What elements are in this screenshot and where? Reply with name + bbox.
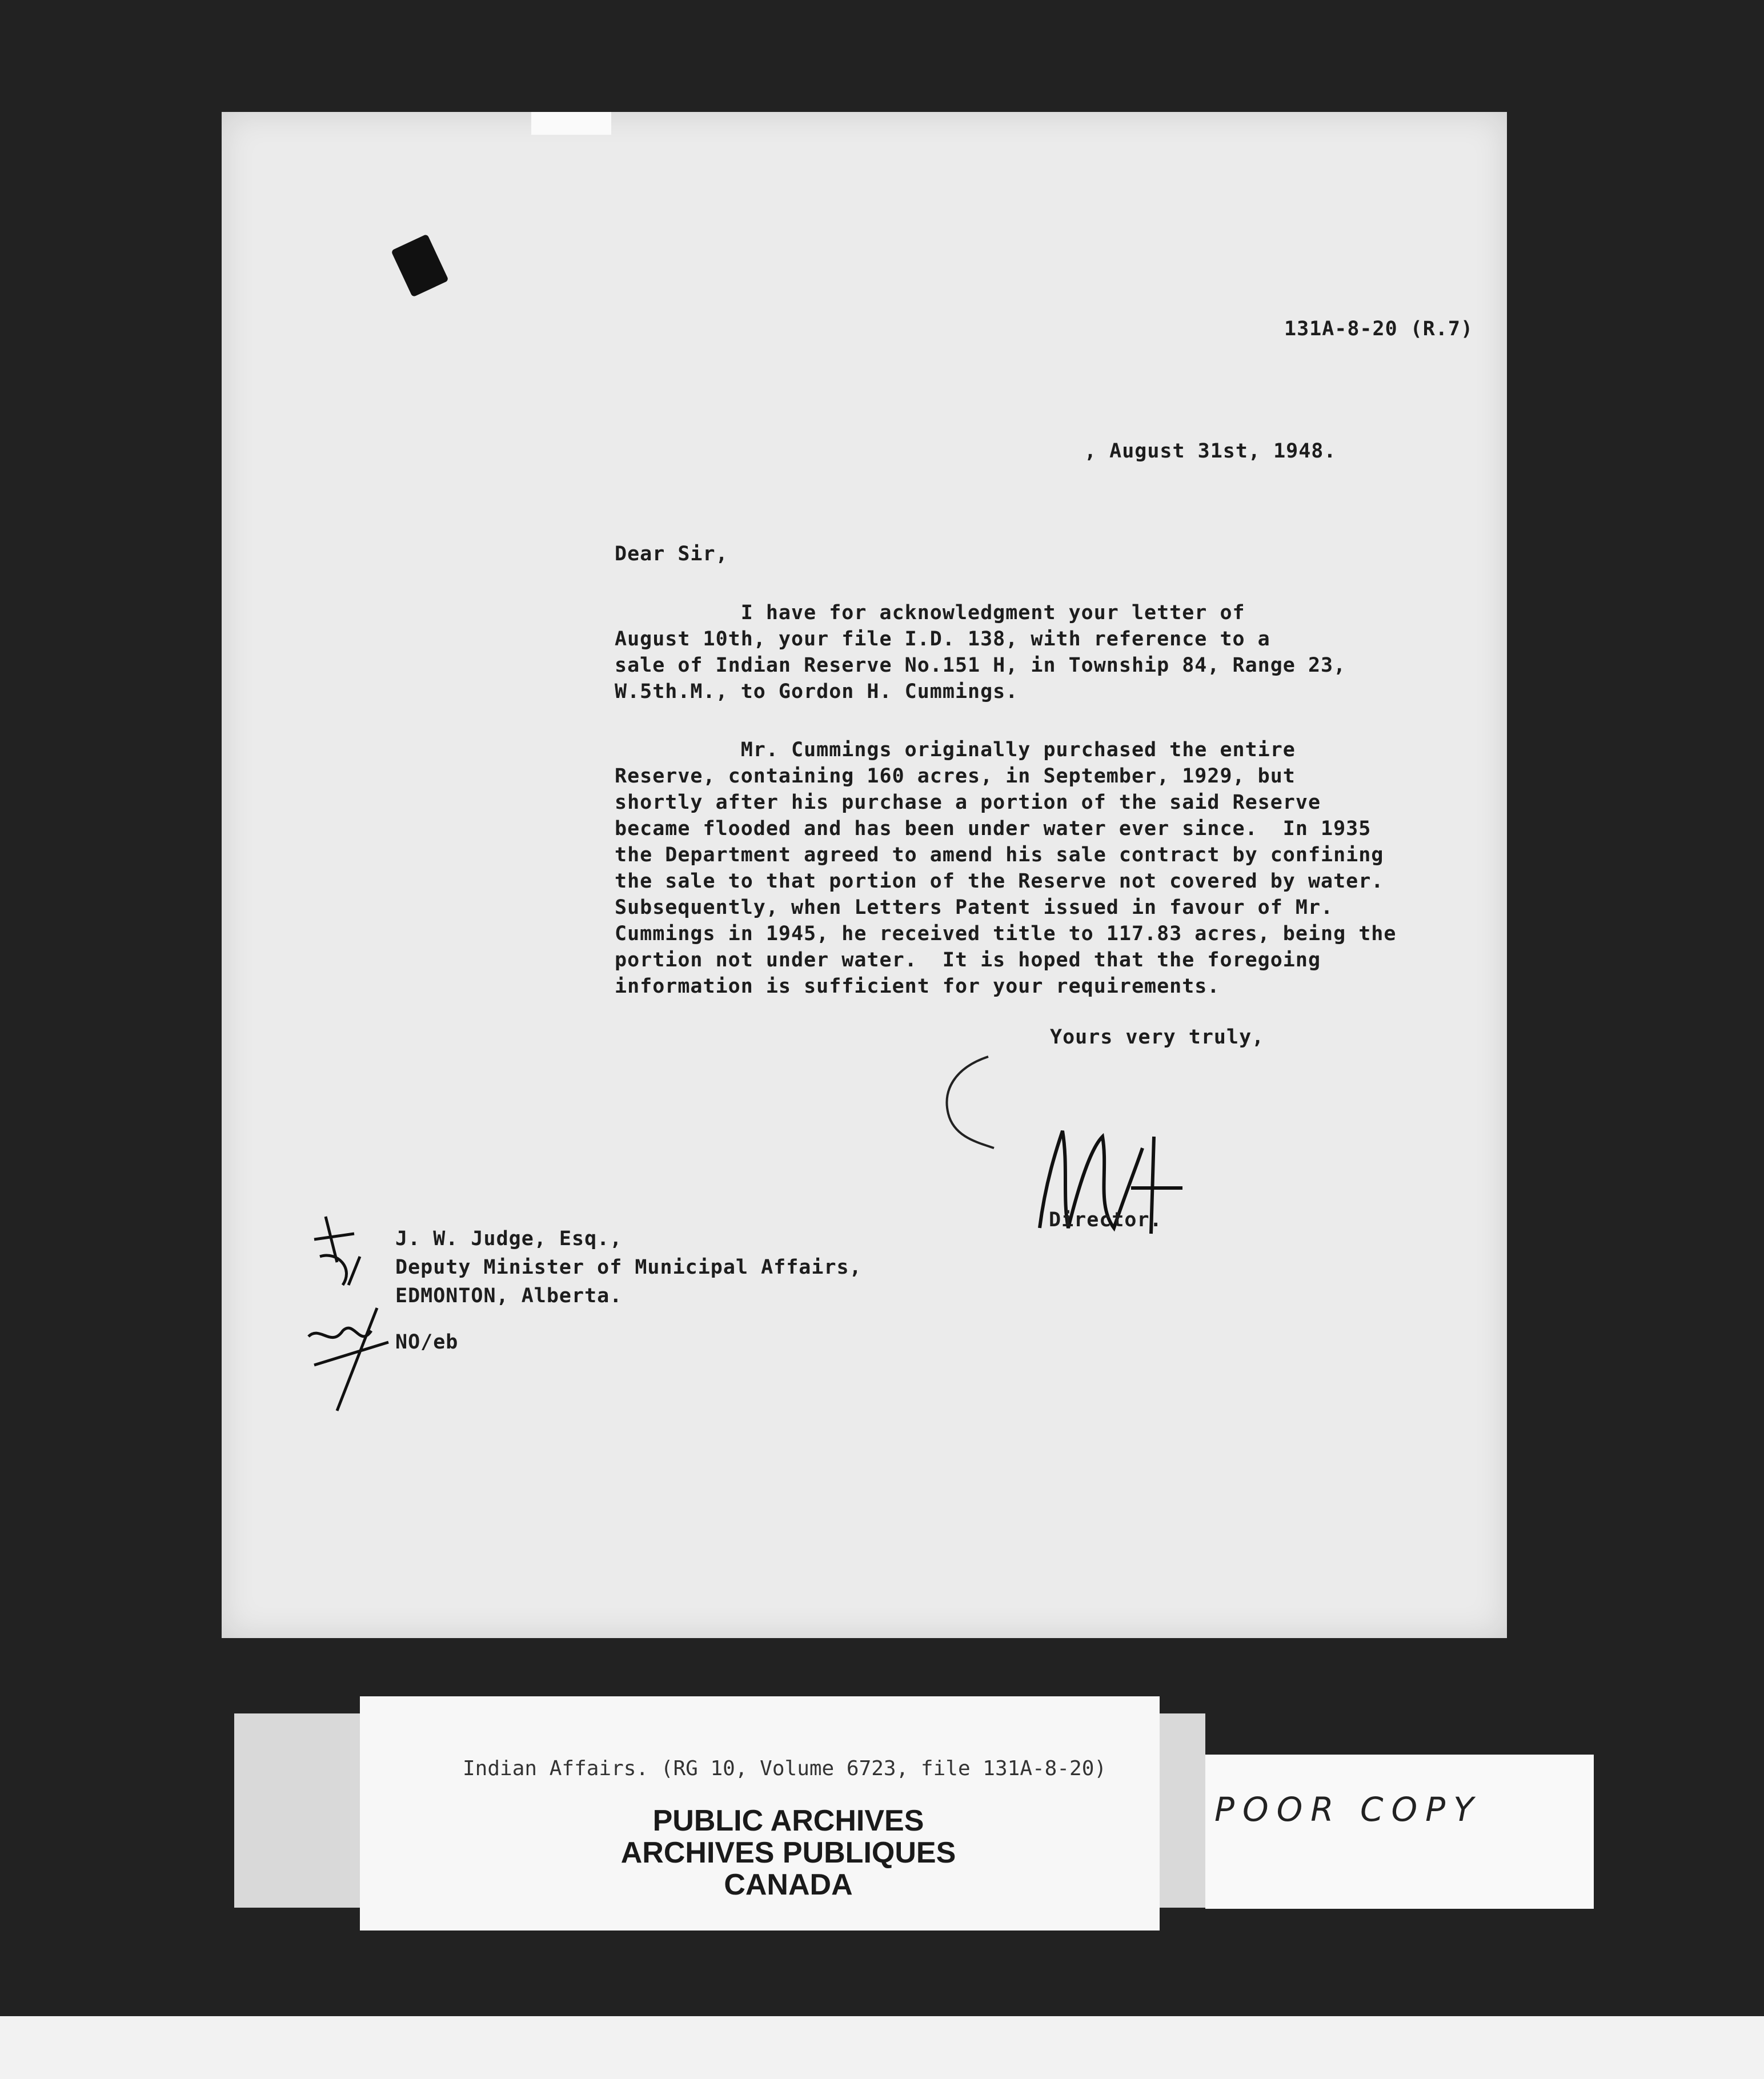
- scan-bottom-margin: [0, 2016, 1764, 2079]
- stamp-line-1: PUBLIC ARCHIVES: [652, 1804, 924, 1837]
- body-paragraph-1: I have for acknowledgment your letter of August 10th, your file I.D. 138, with reference to a sale of Indian Reserve No.151 H, in Township 84, Range 23, W.5th.M., to Gordon H. Cummings.: [615, 601, 1346, 703]
- stamp-line-3: CANADA: [724, 1868, 853, 1901]
- archive-reference: Indian Affairs. (RG 10, Volume 6723, file 131A-8-20): [463, 1757, 1107, 1780]
- note-card: [1205, 1755, 1594, 1909]
- pen-mark: [931, 1051, 1000, 1154]
- paper-tab: [531, 112, 611, 135]
- typist-initials: NO/eb: [395, 1331, 459, 1354]
- letter-date: , August 31st, 1948.: [1084, 440, 1337, 463]
- archives-stamp: [577, 1805, 1000, 1901]
- signatory-title: Director.: [1049, 1209, 1162, 1231]
- body-paragraph-2: Mr. Cummings originally purchased the entire Reserve, containing 160 acres, in September, 1929, but shortly after his purchase a portion of the said Reserve became flooded and has been under water ever since. In 1935 the Department agreed to amend his sale contract by confining the sale to that portion of the Reserve not covered by water. Subsequently, when Letters Patent issued in favour of Mr. Cummings in 1945, he received title to 117.83 acres, being the portion not under water. It is hoped that the foregoing information is sufficient for your requirements.: [615, 739, 1397, 998]
- addressee-block: J. W. Judge, Esq., Deputy Minister of Municipal Affairs, EDMONTON, Alberta.: [395, 1227, 862, 1307]
- closing: Yours very truly,: [1050, 1026, 1265, 1049]
- poor-copy-note: POOR COPY: [1214, 1790, 1482, 1829]
- stamp-line-2: ARCHIVES PUBLIQUES: [620, 1836, 956, 1869]
- salutation: Dear Sir,: [615, 543, 728, 565]
- file-reference: 131A-8-20 (R.7): [1284, 318, 1474, 340]
- margin-initials: [303, 1205, 406, 1422]
